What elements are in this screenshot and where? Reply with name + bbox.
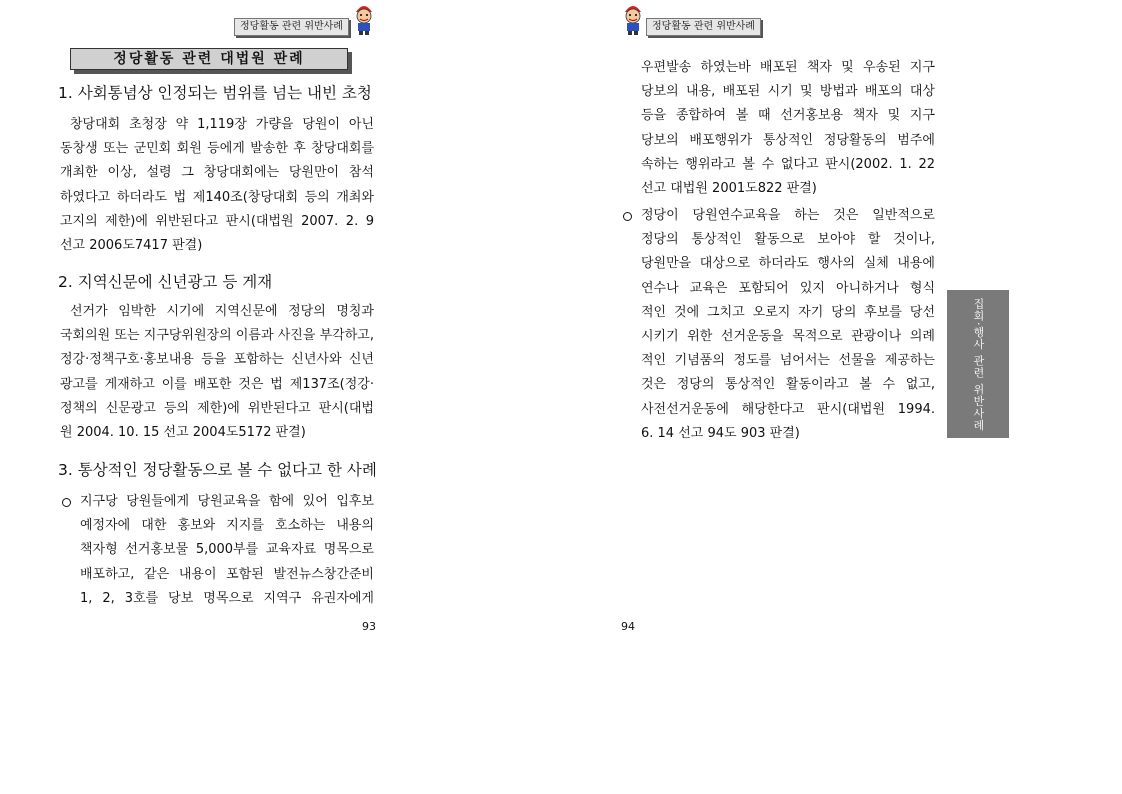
bullet-item bbox=[621, 204, 937, 448]
item-heading-2: 2. 지역신문에 신년광고 등 게재 bbox=[58, 273, 273, 291]
mascot-icon bbox=[350, 2, 378, 36]
bullet-line: 것은 정당의 통상적인 활동이라고 볼 수 없고, bbox=[641, 377, 935, 393]
bullet-line: 지구당 당원들에게 당원교육을 함에 있어 입후보 bbox=[80, 494, 374, 509]
paragraph-line: 하였다고 하더라도 법 제140조(창당대회 등의 개최와 bbox=[60, 189, 374, 205]
section-title: 정당활동 관련 대법원 판례 bbox=[70, 48, 348, 70]
bullet-line: 사전선거운동에 해당한다고 판시(대법원 1994. bbox=[641, 401, 935, 417]
paragraph-line: 정강·정책구호·홍보내용 등을 포함하는 신년사와 신년 bbox=[60, 352, 374, 368]
page-number: 94 bbox=[621, 620, 635, 633]
paragraph-line: 원 2004. 10. 15 선고 2004도5172 판결) bbox=[60, 425, 306, 441]
paragraph-line: 고지의 제한)에 위반된다고 판시(대법원 2007. 2. 9 bbox=[60, 213, 374, 229]
bullet-line: 1, 2, 3호를 당보 명목으로 지역구 유권자에게 bbox=[80, 590, 374, 606]
bullet-line: 연수나 교육은 포함되어 있지 아니하거나 형식 bbox=[641, 280, 935, 296]
continued-line: 속하는 행위라고 볼 수 없다고 판시(2002. 1. 22 bbox=[641, 156, 935, 172]
right-page bbox=[561, 0, 1122, 794]
continued-line: 우편발송 하였는바 배포된 책자 및 우송된 지구 bbox=[641, 60, 935, 75]
bullet-line: 책자형 선거홍보물 5,000부를 교육자료 명목으로 bbox=[80, 542, 374, 558]
item-paragraph-2 bbox=[60, 300, 374, 445]
bullet-text bbox=[641, 204, 935, 446]
bullet-line: 정당이 당원연수교육을 하는 것은 일반적으로 bbox=[641, 208, 935, 223]
running-header: 정당활동 관련 위반사례 bbox=[234, 18, 349, 36]
continued-line: 당보의 내용, 배포된 시기 및 방법과 배포의 대상 bbox=[641, 84, 935, 100]
continued-line: 등을 종합하여 볼 때 선거홍보용 책자 및 지구 bbox=[641, 108, 935, 124]
circle-bullet-icon bbox=[623, 212, 632, 221]
paragraph-line: 정책의 신문광고 등의 제한)에 위반된다고 판시(대법 bbox=[60, 400, 374, 416]
bullet-line: 정당의 통상적인 활동으로 보아야 할 것이나, bbox=[641, 232, 935, 248]
bullet-line: 배포하고, 같은 내용이 포함된 발전뉴스창간준비 bbox=[80, 566, 374, 582]
mascot-icon bbox=[619, 2, 647, 36]
continued-line: 당보의 배포행위가 통상적인 정당활동의 범주에 bbox=[641, 132, 935, 148]
paragraph-line: 선거가 임박한 시기에 지역신문에 정당의 명칭과 bbox=[70, 304, 374, 319]
page-number: 93 bbox=[362, 620, 376, 633]
item-heading-1: 1. 사회통념상 인정되는 범위를 넘는 내빈 초청 bbox=[58, 84, 372, 102]
paragraph-line: 광고를 게재하고 이를 배포한 것은 법 제137조(정강· bbox=[60, 376, 374, 392]
bullet-line: 6. 14 선고 94도 903 판결) bbox=[641, 425, 800, 441]
bullet-line: 당원만을 대상으로 하더라도 행사의 실체 내용에 bbox=[641, 256, 935, 272]
paragraph-line: 선고 2006도7417 판결) bbox=[60, 238, 203, 254]
side-tab-label: 집회·행사 관련 위반사례 bbox=[972, 298, 985, 432]
bullet-item bbox=[60, 490, 376, 620]
paragraph-line: 동창생 또는 군민회 회원 등에게 발송한 후 창당대회를 bbox=[60, 141, 374, 157]
bullet-line: 예정자에 대한 홍보와 지지를 호소하는 내용의 bbox=[80, 518, 374, 534]
bullet-text bbox=[80, 490, 374, 611]
paragraph-line: 창당대회 초청장 약 1,119장 가량을 당원이 아닌 bbox=[70, 117, 374, 132]
paragraph-line: 개최한 이상, 설령 그 창당대회에는 당원만이 참석 bbox=[60, 165, 374, 181]
bullet-line: 적인 것에 그치고 오로지 자기 당의 후보를 당선 bbox=[641, 304, 935, 320]
continued-text bbox=[641, 56, 935, 201]
circle-bullet-icon bbox=[62, 498, 71, 507]
continued-line: 선고 대법원 2001도822 판결) bbox=[641, 181, 817, 197]
paragraph-line: 국회의원 또는 지구당위원장의 이름과 사진을 부각하고, bbox=[60, 328, 374, 344]
bullet-line: 적인 기념품의 정도를 넘어서는 선물을 제공하는 bbox=[641, 353, 935, 369]
chapter-side-tab[interactable] bbox=[947, 290, 1009, 438]
item-paragraph-1 bbox=[60, 113, 374, 258]
bullet-line: 시키기 위한 선거운동을 목적으로 관광이나 의례 bbox=[641, 329, 935, 345]
running-header: 정당활동 관련 위반사례 bbox=[646, 18, 761, 36]
item-heading-3: 3. 통상적인 정당활동으로 볼 수 없다고 한 사례 bbox=[58, 461, 377, 479]
